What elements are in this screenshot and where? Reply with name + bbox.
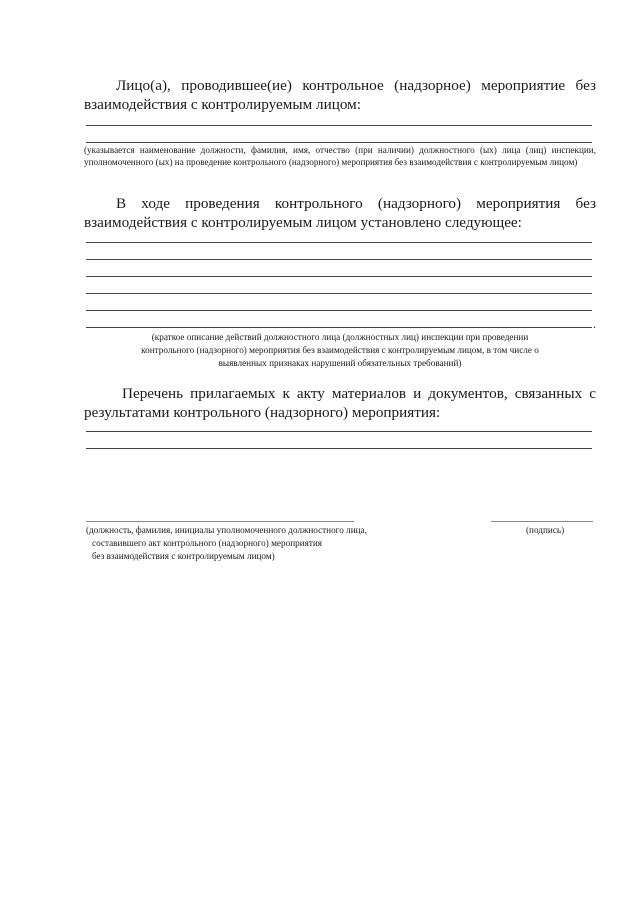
section2-fill-line-1	[86, 242, 592, 243]
position-caption-line-1: (должность, фамилия, инициалы уполномоченного должностного лица,	[86, 525, 367, 535]
section2-fill-line-2	[86, 259, 592, 260]
section1-caption: (указывается наименование должности, фамилия, имя, отчество (при наличии) должностного (ых) лица (лиц) инспекции, уполномоченного (ых) на проведение контрольного (надзорного) мероприятия без взаимодействия с контролируемым лицом)	[84, 145, 596, 168]
sign-line	[491, 521, 593, 522]
section2-caption-line-2: контрольного (надзорного) мероприятия без взаимодействия с контролируемым лицом, в том числе о	[141, 345, 539, 355]
section2-heading: В ходе проведения контрольного (надзорного) мероприятия без взаимодействия с контролируемым лицом установлено следующее:	[84, 195, 596, 231]
section1-heading: Лицо(а), проводившее(ие) контрольное (надзорное) мероприятие без взаимодействия с контролируемым лицом:	[84, 77, 596, 113]
position-caption-line-3: без взаимодействия с контролируемым лицом)	[92, 551, 275, 561]
sign-caption: (подпись)	[526, 525, 565, 535]
section2-fill-line-6	[86, 327, 592, 328]
section2-caption-line-1: (краткое описание действий должностного лица (должностных лиц) инспекции при проведении	[151, 332, 529, 342]
section2-end-period: .	[593, 317, 596, 331]
section3-fill-line-1	[86, 431, 592, 432]
position-caption-line-2: составившего акт контрольного (надзорного) мероприятия	[92, 538, 323, 548]
section2-caption-line-3: выявленных признаках нарушений обязательных требований)	[218, 358, 462, 368]
section1-fill-line-1	[86, 125, 592, 126]
section1-fill-line-2	[86, 142, 592, 143]
section3-fill-line-2	[86, 448, 592, 449]
section2-fill-line-4	[86, 293, 592, 294]
section2-fill-line-3	[86, 276, 592, 277]
section3-heading: Перечень прилагаемых к акту материалов и документов, связанных с результатами контрольного (надзорного) мероприятия:	[84, 385, 596, 421]
position-signature-line	[86, 521, 354, 522]
section2-fill-line-5	[86, 310, 592, 311]
